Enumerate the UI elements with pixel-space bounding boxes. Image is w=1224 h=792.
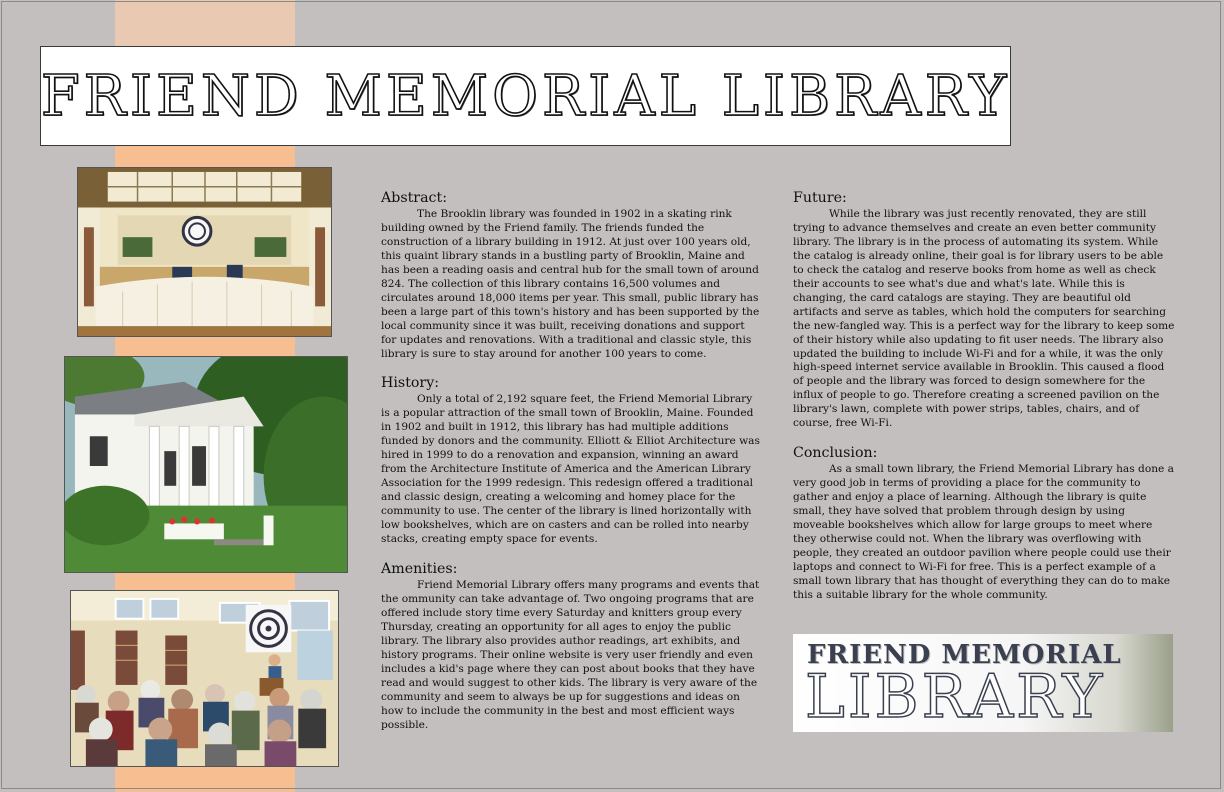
interior-desk-photo: [77, 167, 332, 337]
future-section: [793, 190, 1175, 431]
poster-title: FRIEND MEMORIAL LIBRARY: [40, 63, 1011, 129]
right-text-column: [793, 190, 1175, 617]
history-body: Only a total of 2,192 square feet, the Friend Memorial Library is a popular attraction of the small town of Brooklin, Maine. Founded in 1902 and built in 1912, this library has had multiple additions funded by donors and the community. Elliott & Elliot Architecture was hired in 1999 to do a renovation and expansion, winning an award from the Architecture Institute of America and the American Library Association for the 1999 redesign. This redesign offered a traditional and classic design, creating a welcoming and homey place for the community to use. The center of the library is lined horizontally with low bookshelves, which are on casters and can be rolled into nearby stacks, creating empty space for events.: [381, 393, 760, 546]
title-banner: [40, 46, 1011, 146]
amenities-body: Friend Memorial Library offers many programs and events that the ommunity can take advantage of. Two ongoing programs that are offered include story time every Saturday and knitters group every Thursday, creating an opportunity for all ages to enjoy the public library. The library also provides author readings, art exhibits, and history programs. Their online website is very user friendly and even includes a kid's page where they can post about books that they have read and would suggest to other kids. The library is very aware of the community and seem to always be up for suggestions and ideas on how to include the community in the best and most efficient ways possible.: [381, 578, 760, 731]
exterior-photo: [64, 356, 348, 573]
amenities-section: [381, 561, 763, 732]
amenities-heading: Amenities:: [381, 560, 458, 577]
abstract-body: The Brooklin library was founded in 1902 in a skating rink building owned by the Friend family. The friends funded the construction of a library building in 1912. At just over 100 years old, this quaint library stands in a bustling party of Brooklin, Maine and has been a reading oasis and central hub for the small town of around 824. The collection of this library contains 16,500 volumes and circulates around 18,000 items per year. This small, public library has been a large part of this town's history and has been supported by the local community since it was built, receiving donations and support for updates and renovations. With a traditional and classic style, this library is sure to stay around for another 100 years to come.: [381, 208, 760, 360]
future-heading: Future:: [793, 190, 847, 206]
library-logo: [793, 634, 1173, 732]
conclusion-heading: Conclusion:: [793, 445, 878, 462]
history-heading: History:: [381, 375, 440, 392]
left-text-column: [381, 190, 763, 746]
abstract-section: [381, 190, 763, 361]
event-audience-photo: [70, 590, 339, 767]
future-body: While the library was just recently renovated, they are still trying to advance themselves and create an even better community library. The library is in the process of automating its system. While the catalog is already online, their goal is for library users to be able to check the catalog and reserve books from home as well as check their accounts to see what's due and what's late. While this is changing, the card catalogs are staying. They are beautiful old artifacts and serve as tables, which hold the computers for searching the new-fangled way. This is a perfect way for the library to keep some of their history while also updating to fit user needs. The library also updated the building to include Wi-Fi and for a while, it was the only high-speed internet service available in Brooklin. This caused a flood of people and the library was forced to design somewhere for the influx of people to go. Therefore creating a screened pavilion on the library's lawn, complete with power strips, tables, chairs, and of course, free Wi-Fi.: [793, 208, 1175, 430]
accent-stripe-top: [115, 0, 295, 46]
logo-line-2: LIBRARY: [805, 662, 1106, 732]
conclusion-section: [793, 445, 1175, 603]
conclusion-body: As a small town library, the Friend Memorial Library has done a very good job in terms of providing a place for the community to gather and enjoy a place of learning. Although the library is quite small, they have solved that problem through design by using moveable bookshelves which allow for large groups to meet where they otherwise could not. When the library was overflowing with people, they created an outdoor pavilion where people could use their laptops and connect to Wi-Fi for free. This is a perfect example of a small town library that has thought of everything they can do to make this a suitable library for the whole community.: [793, 463, 1174, 601]
logo-line-1: FRIEND MEMORIAL: [807, 640, 1122, 670]
history-section: [381, 375, 763, 546]
abstract-heading: Abstract:: [381, 190, 447, 206]
